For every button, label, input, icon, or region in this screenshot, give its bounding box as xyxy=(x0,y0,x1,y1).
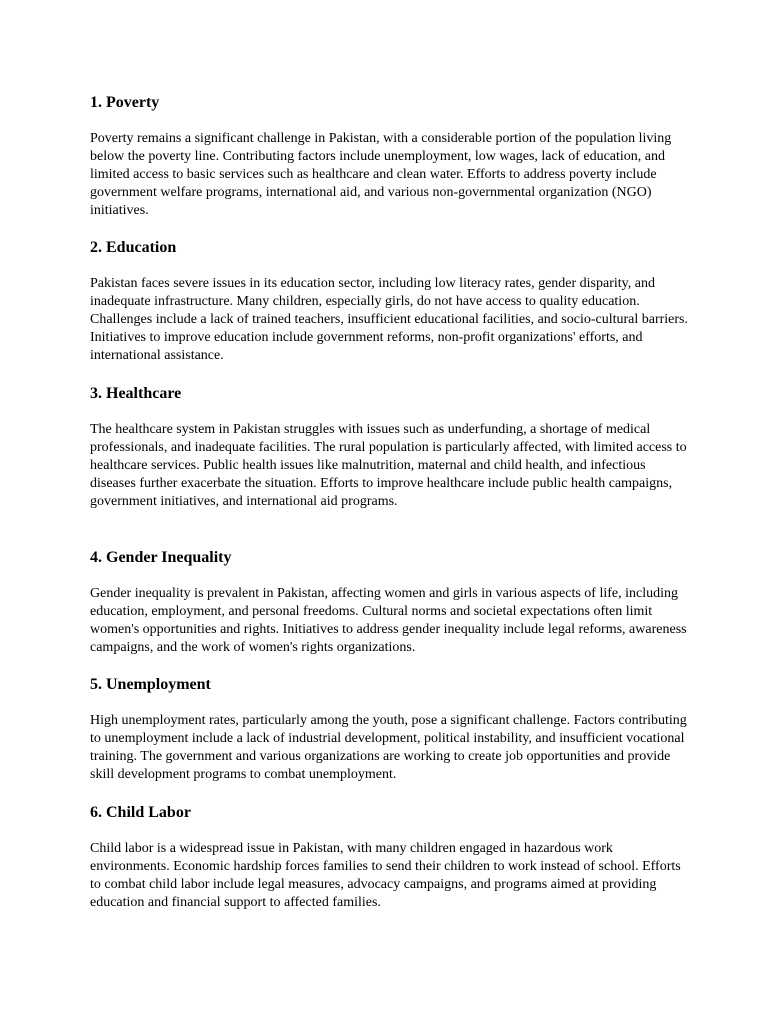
section-child-labor xyxy=(90,803,690,912)
section-heading: 4. Gender Inequality xyxy=(90,549,232,566)
section-heading: 6. Child Labor xyxy=(90,804,191,821)
section-healthcare xyxy=(90,384,690,511)
section-body: Pakistan faces severe issues in its education sector, including low literacy rates, gender disparity, and inadequate infrastructure. Many children, especially girls, do not have access to quality education. Challenges include a lack of trained teachers, insufficient educational facilities, and socio-cultural barriers. Initiatives to improve education include government reforms, non-profit organizations' efforts, and international assistance. xyxy=(90,276,689,363)
section-body: The healthcare system in Pakistan struggles with issues such as underfunding, a shortage of medical professionals, and inadequate facilities. The rural population is particularly affected, with limited access to healthcare services. Public health issues like malnutrition, maternal and child health, and infectious diseases further exacerbate the situation. Efforts to improve healthcare include public health campaigns, government initiatives, and international aid programs. xyxy=(90,422,687,509)
section-body: Gender inequality is prevalent in Pakistan, affecting women and girls in various aspects of life, including education, employment, and personal freedoms. Cultural norms and societal expectations often limit women's opportunities and rights. Initiatives to address gender inequality include legal reforms, awareness campaigns, and the work of women's rights organizations. xyxy=(90,586,687,655)
section-poverty xyxy=(90,93,690,220)
section-body: Child labor is a widespread issue in Pakistan, with many children engaged in hazardous work environments. Economic hardship forces families to send their children to work instead of school. Efforts to combat child labor include legal measures, advocacy campaigns, and programs aimed at providing education and financial support to affected families. xyxy=(90,841,681,910)
section-heading: 5. Unemployment xyxy=(90,676,211,693)
section-unemployment xyxy=(90,675,690,784)
section-body: Poverty remains a significant challenge in Pakistan, with a considerable portion of the population living below the poverty line. Contributing factors include unemployment, low wages, lack of education, and limited access to basic services such as healthcare and clean water. Efforts to address poverty include government welfare programs, international aid, and various non-governmental organization (NGO) initiatives. xyxy=(90,131,672,218)
section-gender-inequality xyxy=(90,548,690,657)
section-heading: 2. Education xyxy=(90,239,177,256)
section-heading: 1. Poverty xyxy=(90,94,160,111)
section-heading: 3. Healthcare xyxy=(90,385,182,402)
section-body: High unemployment rates, particularly among the youth, pose a significant challenge. Factors contributing to unemployment include a lack of industrial development, political instability, and insufficient vocational training. The government and various organizations are working to create job opportunities and provide skill development programs to combat unemployment. xyxy=(90,713,687,782)
section-education xyxy=(90,238,690,365)
